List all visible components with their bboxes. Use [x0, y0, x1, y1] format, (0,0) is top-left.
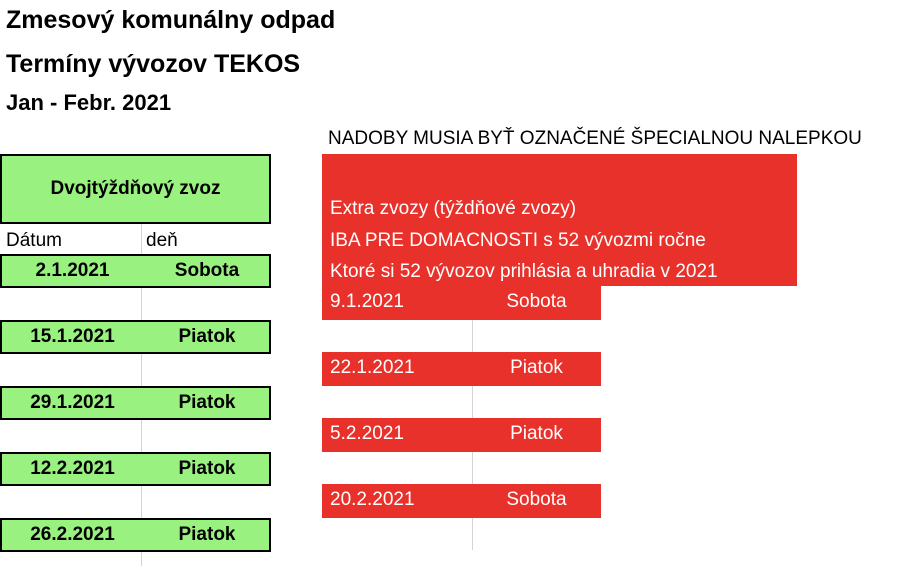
column-date-label: Dátum [6, 230, 62, 251]
biweekly-row [0, 254, 271, 288]
pickup-day: Sobota [506, 291, 567, 312]
cell-divider [141, 420, 142, 452]
pickup-day: Piatok [510, 423, 563, 444]
pickup-day: Piatok [178, 524, 236, 545]
extra-pickups-note [322, 154, 797, 286]
cell-divider [141, 486, 142, 518]
cell-divider [472, 320, 473, 354]
pickup-day: Piatok [510, 357, 563, 378]
sticker-notice: NADOBY MUSIA BYŤ OZNAČENÉ ŠPECIALNOU NALEPKOU [328, 128, 862, 149]
title-period: Jan - Febr. 2021 [6, 90, 172, 115]
pickup-day: Sobota [506, 489, 567, 510]
pickup-date: 29.1.2021 [30, 392, 115, 413]
pickup-date: 5.2.2021 [330, 423, 404, 444]
biweekly-header: Dvojtýždňový zvoz [0, 154, 271, 224]
pickup-date: 12.2.2021 [30, 458, 115, 479]
cell-divider [472, 518, 473, 550]
pickup-day: Sobota [174, 260, 240, 281]
pickup-date: 26.2.2021 [30, 524, 115, 545]
pickup-day: Piatok [178, 458, 236, 479]
cell-divider [141, 552, 142, 566]
biweekly-row [0, 452, 271, 486]
pickup-date: 22.1.2021 [330, 357, 415, 378]
biweekly-row [0, 518, 271, 552]
cell-divider [141, 354, 142, 386]
column-day-label: deň [146, 230, 178, 251]
extra-row [322, 484, 601, 518]
extra-note-line: IBA PRE DOMACNOSTI s 52 vývozmi ročne [330, 230, 706, 251]
pickup-date: 15.1.2021 [30, 326, 115, 347]
pickup-day: Piatok [178, 326, 236, 347]
pickup-date: 2.1.2021 [35, 260, 110, 281]
pickup-day: Piatok [178, 392, 236, 413]
extra-note-line: Extra zvozy (týždňové zvozy) [330, 198, 577, 219]
biweekly-row [0, 386, 271, 420]
pickup-date: 9.1.2021 [330, 291, 404, 312]
biweekly-row [0, 320, 271, 354]
cell-divider [472, 386, 473, 420]
title-main: Zmesový komunálny odpad [6, 6, 336, 34]
extra-note-line: Ktoré si 52 vývozov prihlásia a uhradia v 2021 [330, 261, 718, 282]
extra-row [322, 352, 601, 386]
pickup-date: 20.2.2021 [330, 489, 415, 510]
cell-divider [141, 288, 142, 320]
extra-row [322, 286, 601, 320]
extra-row [322, 418, 601, 452]
title-schedule: Termíny vývozov TEKOS [6, 50, 301, 78]
cell-divider [141, 224, 142, 254]
cell-divider [472, 452, 473, 486]
